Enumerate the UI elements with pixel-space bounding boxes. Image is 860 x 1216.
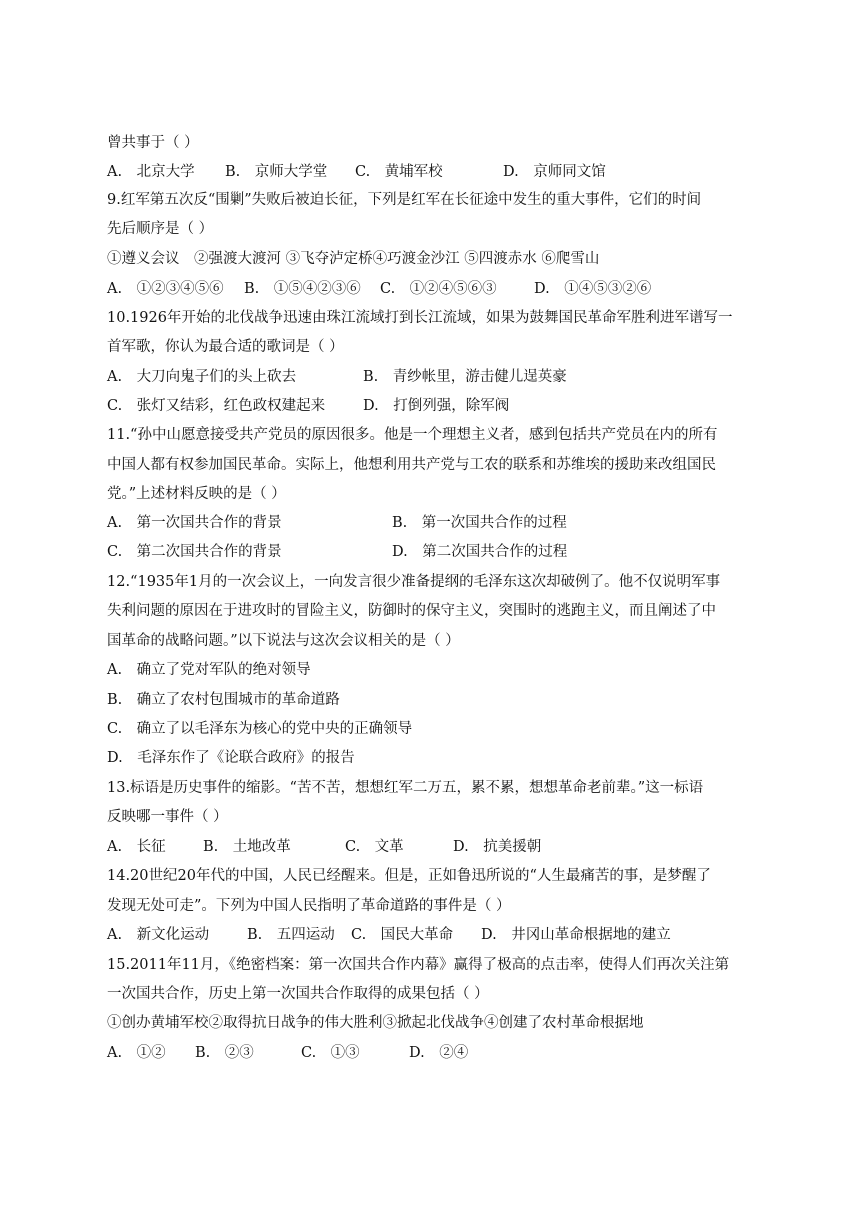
q13-option-b: B. 土地改革 [203,839,291,855]
q10-option-b: B. 青纱帐里，游击健儿逞英豪 [363,369,567,385]
q15-option-b: B. ②③ [195,1045,254,1061]
q14-options [107,925,767,945]
q11-option-d: D. 第二次国共合作的过程 [392,544,568,560]
q14-option-d: D. 井冈山革命根据地的建立 [481,927,671,943]
q10-option-c: C. 张灯又结彩，红色政权建起来 [107,398,326,414]
q14-stem-line-1: 14.20世纪20年代的中国，人民已经醒来。但是，正如鲁迅所说的“人生最痛苦的事，是梦醒了 [107,868,711,884]
q11-options-row-1 [107,513,767,533]
q9-option-d: D. ①④⑤③②⑥ [534,281,652,297]
q11-option-a: A. 第一次国共合作的背景 [107,515,282,531]
q15-stem-line-1: 15.2011年11月，《绝密档案：第一次国共合作内幕》赢得了极高的点击率，使得人们再次关注第 [107,957,730,973]
q11-stem-line-1: 11.“孙中山愿意接受共产党员的原因很多。他是一个理想主义者，感到包括共产党员在内的所有 [107,427,718,443]
q12-option-b: B. 确立了农村包围城市的革命道路 [107,692,340,708]
q9-option-c: C. ①②④⑤⑥③ [380,281,497,297]
q15-options [107,1043,767,1063]
q11-stem-line-2: 中国人都有权参加国民革命。实际上，他想利用共产党与工农的联系和苏维埃的援助来改组国民 [107,457,716,473]
q12-stem-line-3: 国革命的战略问题。”以下说法与这次会议相关的是（ ） [107,633,460,649]
q13-option-d: D. 抗美援朝 [453,839,542,855]
q11-options-row-2 [107,542,767,562]
q13-stem-line-2: 反映哪一事件（ ） [107,809,228,825]
q10-stem-line-2: 首军歌，你认为最合适的歌词是（ ） [107,339,344,355]
q10-options-row-2 [107,396,767,416]
q9-options [107,279,767,299]
q9-stem-line-1: 9.红军第五次反“围剿”失败后被迫长征，下列是红军在长征途中发生的重大事件，它们的时间 [107,192,702,208]
q10-option-d: D. 打倒列强，除军阀 [363,398,510,414]
q10-options-row-1 [107,367,767,387]
q12-option-d: D. 毛泽东作了《论联合政府》的报告 [107,750,355,766]
q8-option-b: B. 京师大学堂 [225,164,328,180]
q9-stem-line-2: 先后顺序是（ ） [107,221,214,237]
q12-stem-line-2: 失利问题的原因在于进攻时的冒险主义，防御时的保守主义，突围时的逃跑主义，而且阐述了中 [107,603,716,619]
q8-option-a: A. 北京大学 [107,164,195,180]
q13-option-c: C. 文革 [345,839,404,855]
q14-option-c: C. 国民大革命 [351,927,454,943]
q15-items: ①创办黄埔军校②取得抗日战争的伟大胜利③掀起北伐战争④创建了农村革命根据地 [107,1015,644,1031]
q11-option-c: C. 第二次国共合作的背景 [107,544,282,560]
q14-option-b: B. 五四运动 [247,927,335,943]
q15-option-c: C. ①③ [301,1045,360,1061]
q8-stem-tail: 曾共事于（ ） [107,135,199,151]
q11-stem-line-3: 党。”上述材料反映的是（ ） [107,486,286,502]
q8-options [107,162,767,182]
q12-stem-line-1: 12.“1935年1月的一次会议上，一向发言很少准备提纲的毛泽东这次却破例了。他不仅说明军事 [107,574,721,590]
q8-option-d: D. 京师同文馆 [503,164,606,180]
q15-option-d: D. ②④ [409,1045,469,1061]
q10-stem-line-1: 10.1926年开始的北伐战争迅速由珠江流域打到长江流域，如果为鼓舞国民革命军胜利进军谱写一 [107,310,733,326]
q9-option-a: A. ①②③④⑤⑥ [107,281,224,297]
q14-option-a: A. 新文化运动 [107,927,210,943]
q9-option-b: B. ①⑤④②③⑥ [244,281,361,297]
q13-stem-line-1: 13.标语是历史事件的缩影。“苦不苦，想想红军二万五，累不累，想想革命老前辈。”这一标语 [107,780,704,796]
q12-option-a: A. 确立了党对军队的绝对领导 [107,662,311,678]
q10-option-a: A. 大刀向鬼子们的头上砍去 [107,369,297,385]
q14-stem-line-2: 发现无处可走”。下列为中国人民指明了革命道路的事件是（ ） [107,898,511,914]
q15-option-a: A. ①② [107,1045,166,1061]
q8-option-c: C. 黄埔军校 [355,164,443,180]
q15-stem-line-2: 一次国共合作，历史上第一次国共合作取得的成果包括（ ） [107,986,489,1002]
q13-options [107,837,767,857]
q13-option-a: A. 长征 [107,839,166,855]
q12-option-c: C. 确立了以毛泽东为核心的党中央的正确领导 [107,721,413,737]
q11-option-b: B. 第一次国共合作的过程 [392,515,567,531]
q9-events: ①遵义会议 ②强渡大渡河 ③飞夺泸定桥④巧渡金沙江 ⑤四渡赤水 ⑥爬雪山 [107,251,600,267]
